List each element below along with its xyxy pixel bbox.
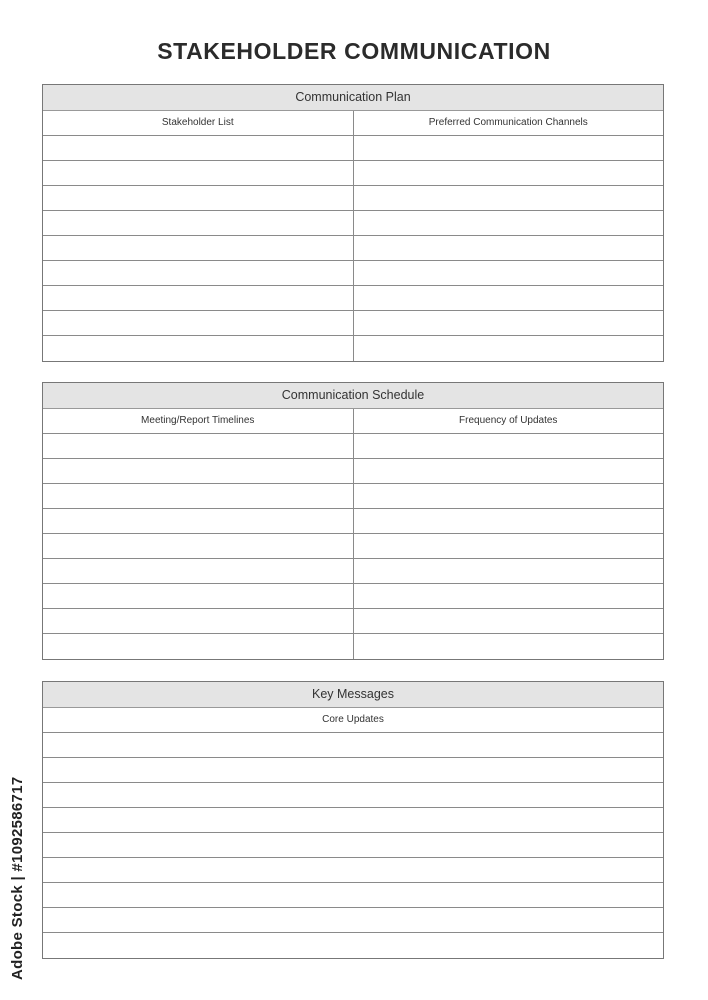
table-row (43, 559, 663, 584)
blank-entry-cell[interactable] (43, 459, 353, 483)
section-header: Key Messages (43, 682, 663, 708)
blank-entry-cell[interactable] (43, 883, 663, 907)
blank-entry-cell[interactable] (43, 186, 353, 210)
table-row (43, 434, 663, 459)
table-row (43, 584, 663, 609)
table-row (43, 236, 663, 261)
blank-entry-cell[interactable] (43, 484, 353, 508)
table-row (43, 459, 663, 484)
blank-entry-cell[interactable] (43, 434, 353, 458)
blank-entry-cell[interactable] (43, 733, 663, 757)
blank-entry-cell[interactable] (353, 211, 664, 235)
blank-entry-cell[interactable] (43, 311, 353, 335)
blank-entry-cell[interactable] (353, 261, 664, 285)
blank-entry-cell[interactable] (43, 634, 353, 659)
blank-entry-cell[interactable] (43, 833, 663, 857)
blank-entry-cell[interactable] (353, 484, 664, 508)
blank-entry-cell[interactable] (353, 236, 664, 260)
page-title: STAKEHOLDER COMMUNICATION (157, 38, 551, 64)
blank-entry-cell[interactable] (43, 908, 663, 932)
table-row (43, 211, 663, 236)
column-header-row (43, 111, 663, 136)
table-row (43, 509, 663, 534)
blank-rows (43, 434, 663, 659)
blank-entry-cell[interactable] (43, 236, 353, 260)
table-row (43, 261, 663, 286)
table-row (43, 136, 663, 161)
blank-entry-cell[interactable] (43, 609, 353, 633)
blank-entry-cell[interactable] (353, 559, 664, 583)
table-row (43, 534, 663, 559)
blank-entry-cell[interactable] (43, 161, 353, 185)
column-header-row (43, 708, 663, 733)
blank-entry-cell[interactable] (353, 459, 664, 483)
key-messages-section (42, 681, 664, 959)
table-row (43, 833, 663, 858)
blank-entry-cell[interactable] (353, 286, 664, 310)
table-row (43, 783, 663, 808)
blank-entry-cell[interactable] (353, 609, 664, 633)
column-header: Meeting/Report Timelines (141, 415, 255, 426)
stock-id-watermark: Adobe Stock | #1092586717 (9, 776, 26, 980)
table-row (43, 311, 663, 336)
blank-entry-cell[interactable] (353, 509, 664, 533)
blank-entry-cell[interactable] (353, 584, 664, 608)
table-row (43, 286, 663, 311)
table-row (43, 186, 663, 211)
blank-entry-cell[interactable] (43, 758, 663, 782)
blank-entry-cell[interactable] (43, 783, 663, 807)
blank-entry-cell[interactable] (43, 286, 353, 310)
table-row (43, 609, 663, 634)
blank-entry-cell[interactable] (43, 211, 353, 235)
blank-entry-cell[interactable] (353, 186, 664, 210)
blank-entry-cell[interactable] (353, 534, 664, 558)
table-row (43, 933, 663, 958)
blank-entry-cell[interactable] (353, 161, 664, 185)
table-row (43, 161, 663, 186)
blank-entry-cell[interactable] (43, 808, 663, 832)
blank-rows (43, 136, 663, 361)
blank-entry-cell[interactable] (353, 336, 664, 361)
communication-plan-section (42, 84, 664, 362)
blank-entry-cell[interactable] (43, 858, 663, 882)
blank-entry-cell[interactable] (353, 311, 664, 335)
column-header: Frequency of Updates (353, 409, 664, 433)
table-row (43, 908, 663, 933)
table-row (43, 484, 663, 509)
table-row (43, 336, 663, 361)
column-header-row (43, 409, 663, 434)
section-header: Communication Plan (43, 85, 663, 111)
blank-entry-cell[interactable] (43, 336, 353, 361)
table-row (43, 634, 663, 659)
column-header: Stakeholder List (161, 117, 234, 128)
blank-entry-cell[interactable] (353, 634, 664, 659)
blank-entry-cell[interactable] (353, 136, 664, 160)
column-header: Core Updates (322, 714, 384, 725)
blank-entry-cell[interactable] (43, 933, 663, 958)
blank-entry-cell[interactable] (43, 584, 353, 608)
table-row (43, 858, 663, 883)
column-header: Preferred Communication Channels (353, 111, 664, 135)
blank-entry-cell[interactable] (43, 509, 353, 533)
blank-entry-cell[interactable] (43, 136, 353, 160)
blank-entry-cell[interactable] (353, 434, 664, 458)
blank-entry-cell[interactable] (43, 559, 353, 583)
blank-rows (43, 733, 663, 958)
table-row (43, 758, 663, 783)
table-row (43, 808, 663, 833)
blank-entry-cell[interactable] (43, 261, 353, 285)
blank-entry-cell[interactable] (43, 534, 353, 558)
section-header: Communication Schedule (43, 383, 663, 409)
table-row (43, 883, 663, 908)
table-row (43, 733, 663, 758)
communication-schedule-section (42, 382, 664, 660)
